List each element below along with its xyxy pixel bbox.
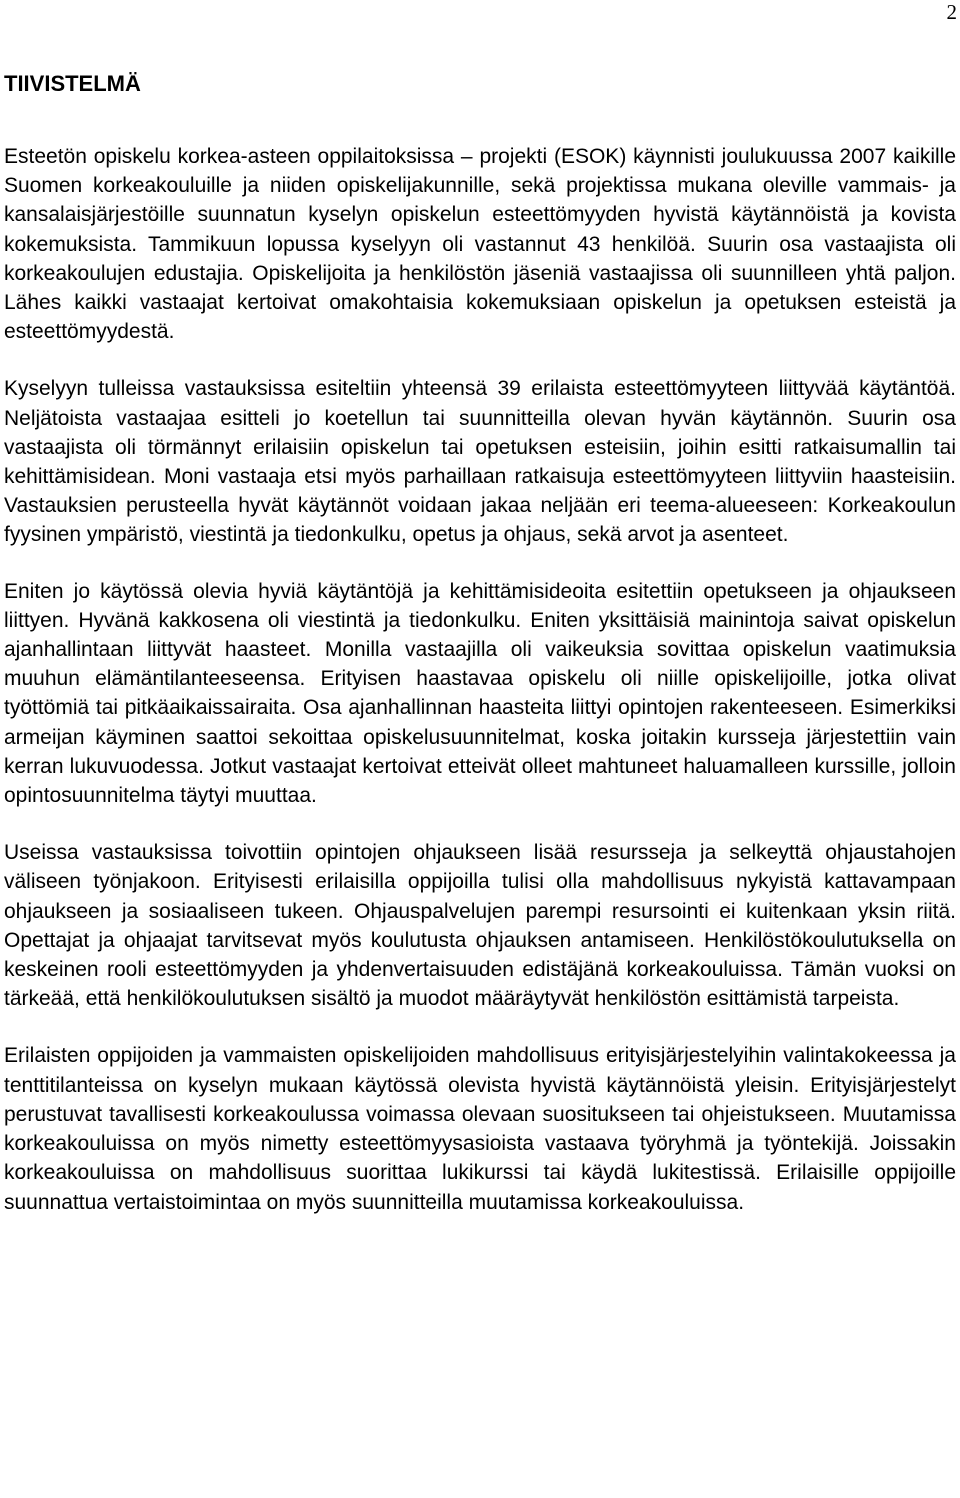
paragraph-5: Erilaisten oppijoiden ja vammaisten opiskelijoiden mahdollisuus erityisjärjestelyihin valintakokeessa ja tenttitilanteissa on kyselyn mukaan käytössä olevista hyvistä käytännöistä yleisin. Erityisjärjestelyt perustuvat tavallisesti korkeakoulussa voimassa olevaan suositukseen tai ohjeistukseen. Muutamissa korkeakouluissa on myös nimetty esteettömyysasioista vastaava työryhmä ja työntekijä. Joissakin korkeakouluissa on mahdollisuus suorittaa lukikurssi tai käydä lukitestissä. Erilaisille oppijoille suunnattua vertaistoimintaa on myös suunnitteilla muutamissa korkeakouluissa. [4,1044,956,1214]
paragraph-2: Kyselyyn tulleissa vastauksissa esiteltiin yhteensä 39 erilaista esteettömyyteen liittyvää käytäntöä. Neljätoista vastaajaa esitteli jo koetellun tai suunnitteilla olevan hyvän käytännön. Suurin osa vastaajista oli törmännyt erilaisiin opiskelun tai opetuksen esteisiin, joihin esitti ratkaisumallin tai kehittämisidean. Moni vastaaja etsi myös parhaillaan ratkaisuja esteettömyyteen liittyviin haasteisiin. Vastauksien perusteella hyvät käytännöt voidaan jakaa neljään eri teema-alueeseen: Korkeakoulun fyysinen ympäristö, viestintä ja tiedonkulku, opetus ja ohjaus, sekä arvot ja asenteet. [4,377,956,547]
page-number: 2 [946,0,957,24]
document-body [4,70,956,1245]
page-title: TIIVISTELMÄ [4,71,141,96]
paragraph-3: Eniten jo käytössä olevia hyviä käytäntöjä ja kehittämisideoita esitettiin opetukseen ja ohjaukseen liittyen. Hyvänä kakkosena oli viestintä ja tiedonkulku. Eniten yksittäisiä mainintoja saivat opiskelun ajanhallintaan liittyvät haasteet. Monilla vastaajilla oli vaikeuksia sovittaa opiskelun vaatimuksia muuhun elämäntilanteeseensa. Erityisen haastavaa opiskelu oli niille opiskelijoille, jotka olivat työttömiä tai pitkäaikaissairaita. Osa ajanhallinnan haasteita liittyi opintojen rakenteeseen. Esimerkiksi armeijan käyminen saattoi sekoittaa opiskelusuunnitelmat, koska joitakin kursseja järjestettiin vain kerran lukuvuodessa. Jotkut vastaajat kertoivat etteivät olleet mahtuneet haluamalleen kurssille, jolloin opintosuunnitelma täytyi muuttaa. [4,579,956,808]
paragraph-1: Esteetön opiskelu korkea-asteen oppilaitoksissa – projekti (ESOK) käynnisti joulukuussa 2007 kaikille Suomen korkeakouluille ja niiden opiskelijakunnille, sekä projektissa mukana oleville vammais- ja kansalaisjärjestöille suunnatun kyselyn opiskelun esteettömyyden hyvistä käytännöistä ja kovista kokemuksista. Tammikuun lopussa kyselyyn oli vastannut 43 henkilöä. Suurin osa vastaajista oli korkeakoulujen edustajia. Opiskelijoita ja henkilöstön jäseniä vastaajissa oli suunnilleen yhtä paljon. Lähes kaikki vastaajat kertoivat omakohtaisia kokemuksiaan opiskelun ja opetuksen esteistä ja esteettömyydestä. [4,145,956,344]
paragraph-4: Useissa vastauksissa toivottiin opintojen ohjaukseen lisää resursseja ja selkeyttä ohjaustahojen väliseen työnjakoon. Erityisesti erilaisilla oppijoilla tulisi olla mahdollisuus nykyistä kattavampaan ohjaukseen ja sosiaaliseen tukeen. Ohjauspalvelujen parempi resursointi ei kuitenkaan yksin riitä. Opettajat ja ohjaajat tarvitsevat myös koulutusta ohjauksen antamiseen. Henkilöstökoulutuksella on keskeinen rooli esteettömyyden ja yhdenvertaisuuden edistäjänä korkeakouluissa. Tämän vuoksi on tärkeää, että henkilökoulutuksen sisältö ja muodot määräytyvät henkilöstön esittämistä tarpeista. [4,841,956,1011]
